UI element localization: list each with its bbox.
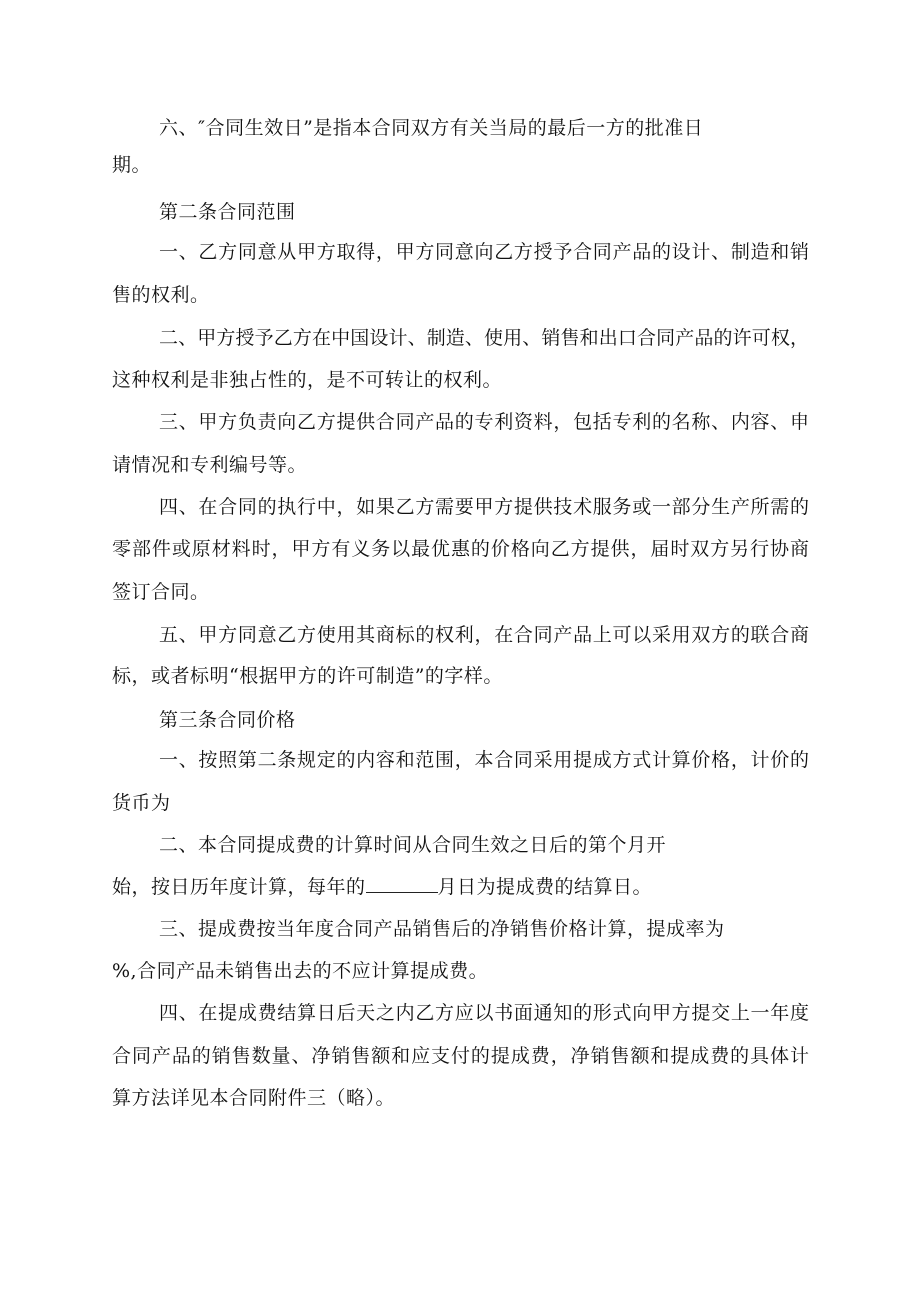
article-2-item-3-line-1: 三、甲方负责向乙方提供合同产品的专利资料，包括专利的名称、内容、申: [159, 411, 809, 433]
article-3-item-1-line-2: 货币为: [112, 792, 171, 814]
article-3-item-3-line-2: %,合同产品未销售出去的不应计算提成费。: [112, 960, 489, 982]
article-3-item-4-line-2: 合同产品的销售数量、净销售额和应支付的提成费，净销售额和提成费的具体计: [112, 1045, 809, 1067]
date-blank-underline: [366, 874, 438, 893]
article-3-item-2-line-2: [112, 874, 652, 899]
article-2-item-4-line-1: 四、在合同的执行中，如果乙方需要甲方提供技术服务或一部分生产所需的: [159, 496, 809, 518]
article-2-item-5-line-1: 五、甲方同意乙方使用其商标的权利，在合同产品上可以采用双方的联合商: [159, 624, 809, 646]
article-3-item-4-line-3: 算方法详见本合同附件三（略）。: [112, 1087, 396, 1109]
article-2-item-2-line-1: 二、甲方授予乙方在中国设计、制造、使用、销售和出口合同产品的许可权，: [159, 327, 809, 349]
article-2-item-1-line-1: 一、乙方同意从甲方取得，甲方同意向乙方授予合同产品的设计、制造和销: [159, 241, 809, 263]
clause-6-line-1: 六、″合同生效日”是指本合同双方有关当局的最后一方的批准日: [159, 117, 704, 139]
article-2-item-4-line-3: 签订合同。: [112, 581, 210, 603]
clause-6-line-2: 期。: [112, 154, 152, 176]
article-3-item-2-text-before-blank: 始，按日历年度计算，每年的: [112, 876, 366, 898]
article-3-item-2-text-after-blank: 月日为提成费的结算日。: [437, 876, 653, 898]
article-2-item-1-line-2: 售的权利。: [112, 284, 210, 306]
article-3-item-3-line-1: 三、提成费按当年度合同产品销售后的净销售价格计算，提成率为: [159, 918, 725, 940]
article-3-heading: 第三条合同价格: [159, 709, 296, 731]
article-3-item-1-line-1: 一、按照第二条规定的内容和范围，本合同采用提成方式计算价格，计价的: [159, 749, 809, 771]
article-3-item-2-line-1: 二、本合同提成费的计算时间从合同生效之日后的第个月开: [159, 834, 667, 856]
article-3-item-4-line-1: 四、在提成费结算日后天之内乙方应以书面通知的形式向甲方提交上一年度: [159, 1002, 809, 1024]
article-2-item-4-line-2: 零部件或原材料时，甲方有义务以最优惠的价格向乙方提供，届时双方另行协商: [112, 538, 809, 560]
article-2-item-5-line-2: 标，或者标明“根据甲方的许可制造”的字样。: [112, 665, 503, 687]
article-2-item-2-line-2: 这种权利是非独占性的，是不可转让的权利。: [112, 369, 503, 391]
article-2-heading: 第二条合同范围: [159, 201, 296, 223]
article-2-item-3-line-2: 请情况和专利编号等。: [112, 454, 308, 476]
